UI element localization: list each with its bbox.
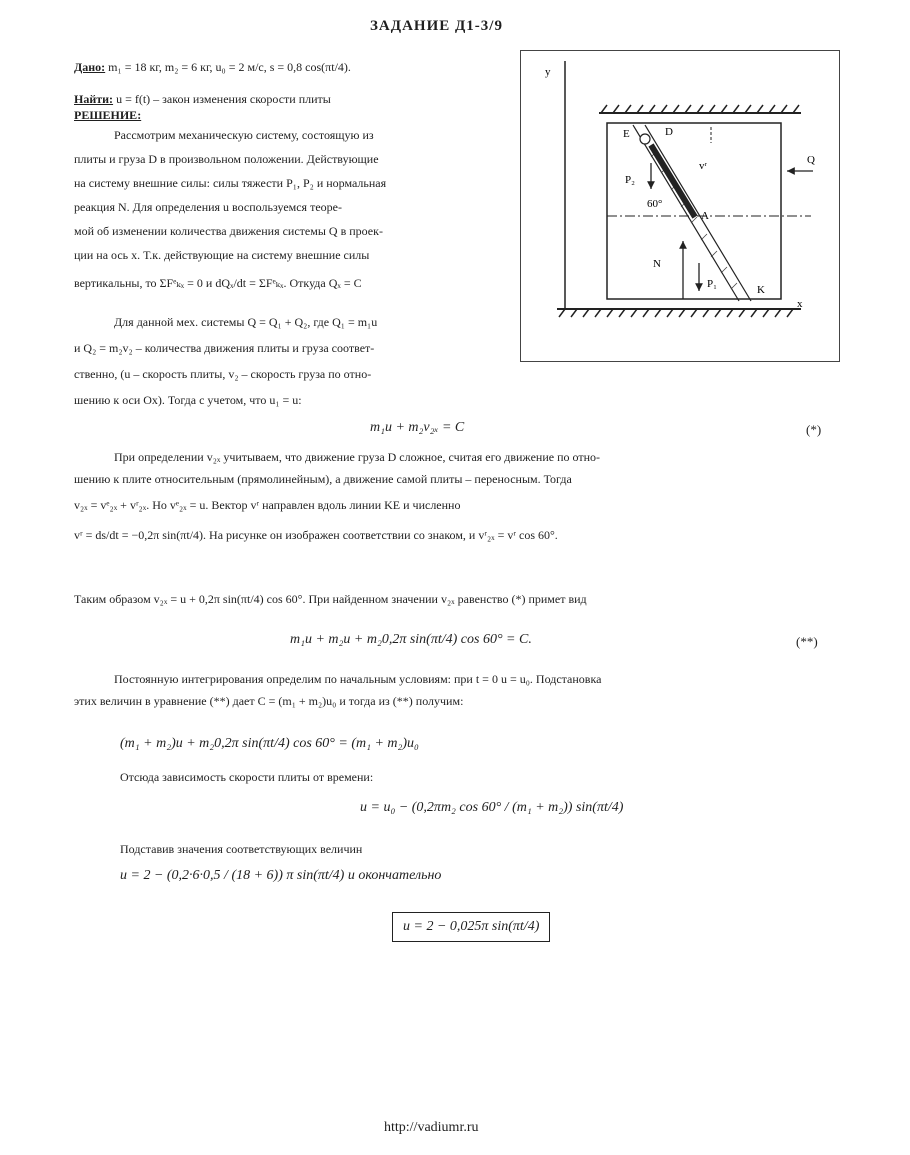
text-line: vʳ = ds/dt = −0,2π sin(πt/4). На рисунке он изображен соответствии со знаком, и vʳ₂ₓ = vʳ cos 60°.: [74, 528, 558, 542]
text-line: шению к оси Ox). Тогда с учетом, что u₁ = u:: [74, 393, 302, 407]
label-angle: 60°: [647, 198, 663, 210]
given-line: [74, 60, 351, 74]
find-label: Найти:: [74, 92, 114, 106]
paragraph-1: [74, 128, 514, 304]
paragraph-6: Отсюда зависимость скорости плиты от времени:: [120, 770, 374, 784]
label-n: N: [653, 258, 661, 270]
text-line: Постоянную интегрирования определим по начальным условиям: при t = 0 u = u₀. Подстановка: [114, 672, 602, 686]
text-line: ственно, (u – скорость плиты, v₂ – скорость груза по отно-: [74, 367, 372, 381]
text-line: мой об изменении количества движения системы Q в проек-: [74, 224, 383, 238]
text-line: вертикальны, то ΣFᵉₖₓ = 0 и dQₓ/dt = ΣFᵉₖₓ. Откуда Qₓ = C: [74, 276, 362, 290]
paragraph-4: Таким образом v₂ₓ = u + 0,2π sin(πt/4) cos 60°. При найденном значении v₂ₓ равенство (*) примет вид: [74, 592, 587, 606]
solution-label: РЕШЕНИЕ:: [74, 108, 142, 122]
label-p1: P₁: [707, 278, 717, 290]
page-title: ЗАДАНИЕ Д1-3/9: [370, 18, 503, 34]
find-line: [74, 92, 331, 106]
label-e: E: [623, 128, 630, 140]
label-q: Q: [807, 154, 815, 166]
text-line: Для данной мех. системы Q = Q₁ + Q₂, где Q₁ = m₁u: [114, 315, 378, 329]
label-a: A: [701, 210, 709, 222]
text-line: реакция N. Для определения u воспользуемся теоре-: [74, 200, 342, 214]
text-line: v₂ₓ = vᵉ₂ₓ + vʳ₂ₓ. Но vᵉ₂ₓ = u. Вектор vʳ направлен вдоль линии KE и численно: [74, 498, 461, 512]
equation-1: m₁u + m₂v₂ₓ = C: [370, 420, 465, 435]
answer-box: u = 2 − 0,025π sin(πt/4): [392, 912, 550, 942]
text-line: плиты и груза D в произвольном положении. Действующие: [74, 152, 379, 166]
channel-edge-left: [633, 125, 739, 301]
find-text: u = f(t) – закон изменения скорости плиты: [116, 92, 331, 106]
equation-2-number: (**): [796, 634, 818, 649]
x-axis-label: x: [797, 298, 803, 310]
paragraph-7: Подставив значения соответствующих величин: [120, 842, 363, 856]
equation-2: m₁u + m₂u + m₂0,2π sin(πt/4) cos 60° = C.: [290, 632, 532, 647]
y-axis-label: y: [545, 66, 551, 78]
text-line: Рассмотрим механическую систему, состоящую из: [114, 128, 374, 142]
mechanism-figure: [520, 50, 840, 362]
footer-url: http://vadiumr.ru: [384, 1120, 479, 1135]
equation-4: u = u₀ − (0,2πm₂ cos 60° / (m₁ + m₂)) sin(πt/4): [360, 800, 624, 815]
given-text: m₁ = 18 кг, m₂ = 6 кг, u₀ = 2 м/с, s = 0,8 cos(πt/4).: [108, 60, 351, 74]
paragraph-3: [74, 450, 834, 558]
equation-3: (m₁ + m₂)u + m₂0,2π sin(πt/4) cos 60° = (m₁ + m₂)u₀: [120, 736, 419, 751]
paragraph-5: [74, 672, 834, 716]
top-hatching: [601, 105, 799, 113]
label-vr: vʳ: [699, 160, 707, 172]
label-d: D: [665, 126, 673, 138]
equation-1-number: (*): [806, 422, 822, 437]
equation-5: u = 2 − (0,2·6·0,5 / (18 + 6)) π sin(πt/4) и окончательно: [120, 868, 442, 883]
channel-edge-right: [645, 125, 751, 301]
text-line: этих величин в уравнение (**) дает C = (m₁ + m₂)u₀ и тогда из (**) получим:: [74, 694, 464, 708]
label-p2: P₂: [625, 174, 635, 186]
text-line: При определении v₂ₓ учитываем, что движение груза D сложное, считая его движение по отно-: [114, 450, 600, 464]
mechanism-diagram: [521, 51, 839, 361]
floor-hatching: [559, 309, 793, 317]
load-d-point: [640, 134, 650, 144]
given-label: Дано:: [74, 60, 106, 74]
label-k: K: [757, 284, 765, 296]
text-line: и Q₂ = m₂v₂ – количества движения плиты и груза соответ-: [74, 341, 375, 355]
text-line: шению к плите относительным (прямолинейным), а движение самой плиты – переносным. Тогда: [74, 472, 572, 486]
text-line: на систему внешние силы: силы тяжести P₁, P₂ и нормальная: [74, 176, 387, 190]
text-line: ции на ось x. Т.к. действующие на систему внешние силы: [74, 248, 370, 262]
paragraph-2: [74, 315, 514, 417]
